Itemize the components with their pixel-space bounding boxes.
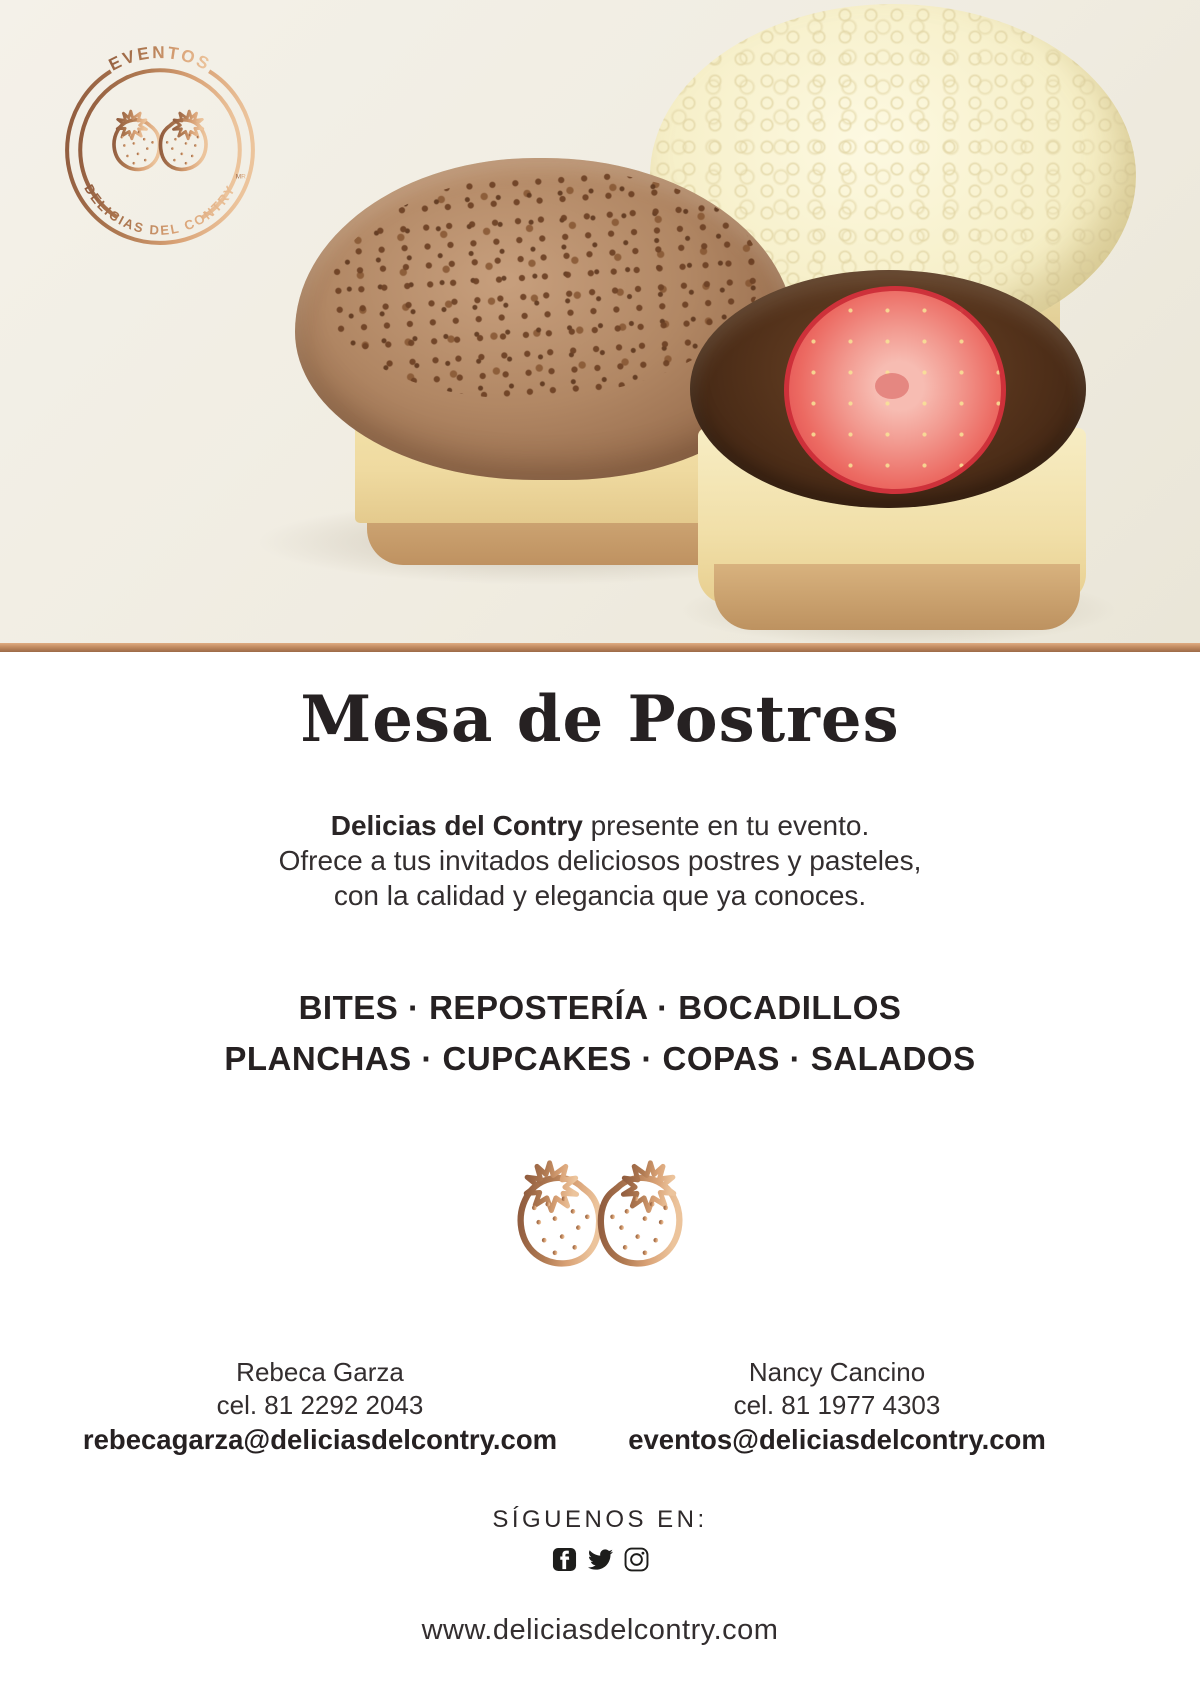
intro-text xyxy=(0,808,1200,913)
contact-name: Rebeca Garza xyxy=(236,1357,404,1387)
instagram-icon[interactable] xyxy=(624,1547,649,1572)
follow-label: SÍGUENOS EN: xyxy=(492,1506,708,1533)
social-icons-row xyxy=(0,1547,1200,1572)
cake-crust xyxy=(714,564,1080,630)
contact-phone: cel. 81 1977 4303 xyxy=(733,1390,941,1420)
hero-photo xyxy=(0,0,1200,643)
twitter-icon[interactable] xyxy=(588,1547,613,1572)
copper-divider xyxy=(0,643,1200,652)
contact-phone: cel. 81 2292 2043 xyxy=(216,1390,424,1420)
category-line-2: PLANCHAS · CUPCAKES · COPAS · SALADOS xyxy=(224,1040,976,1077)
svg-text:DELICIAS DEL CONTRY xyxy=(81,182,238,238)
page-title: Mesa de Postres xyxy=(300,682,900,757)
logo-top-text: EVENTOS xyxy=(105,44,215,75)
logo-strawberries-icon xyxy=(114,111,206,169)
follow-section xyxy=(0,1506,1200,1572)
intro-line1-rest: presente en tu evento. xyxy=(582,810,870,841)
website-link[interactable]: www.deliciasdelcontry.com xyxy=(421,1614,779,1646)
logo-outer-ring xyxy=(67,71,253,243)
strawberry-slice xyxy=(784,286,1006,494)
intro-brand-bold: Delicias del Contry xyxy=(330,810,583,841)
contact-name: Nancy Cancino xyxy=(748,1357,926,1387)
category-line-1: BITES · REPOSTERÍA · BOCADILLOS xyxy=(298,989,902,1026)
ganache-strawberry-cheesecake xyxy=(688,270,1092,630)
logo-bottom-text: DELICIAS DEL CONTRY xyxy=(81,181,239,238)
contact-email[interactable]: rebecagarza@deliciasdelcontry.com xyxy=(82,1424,558,1455)
contact-email[interactable]: eventos@deliciasdelcontry.com xyxy=(628,1424,1046,1455)
brand-logo xyxy=(54,44,266,256)
contact-card xyxy=(70,1356,570,1456)
category-list xyxy=(0,982,1200,1084)
logo-trademark: MR xyxy=(235,173,246,181)
facebook-icon[interactable] xyxy=(552,1547,577,1572)
contact-card xyxy=(612,1356,1062,1456)
intro-line3: con la calidad y elegancia que ya conoces. xyxy=(333,880,867,911)
intro-line2: Ofrece a tus invitados deliciosos postres y pasteles, xyxy=(278,845,922,876)
strawberries-illustration xyxy=(492,1152,708,1287)
